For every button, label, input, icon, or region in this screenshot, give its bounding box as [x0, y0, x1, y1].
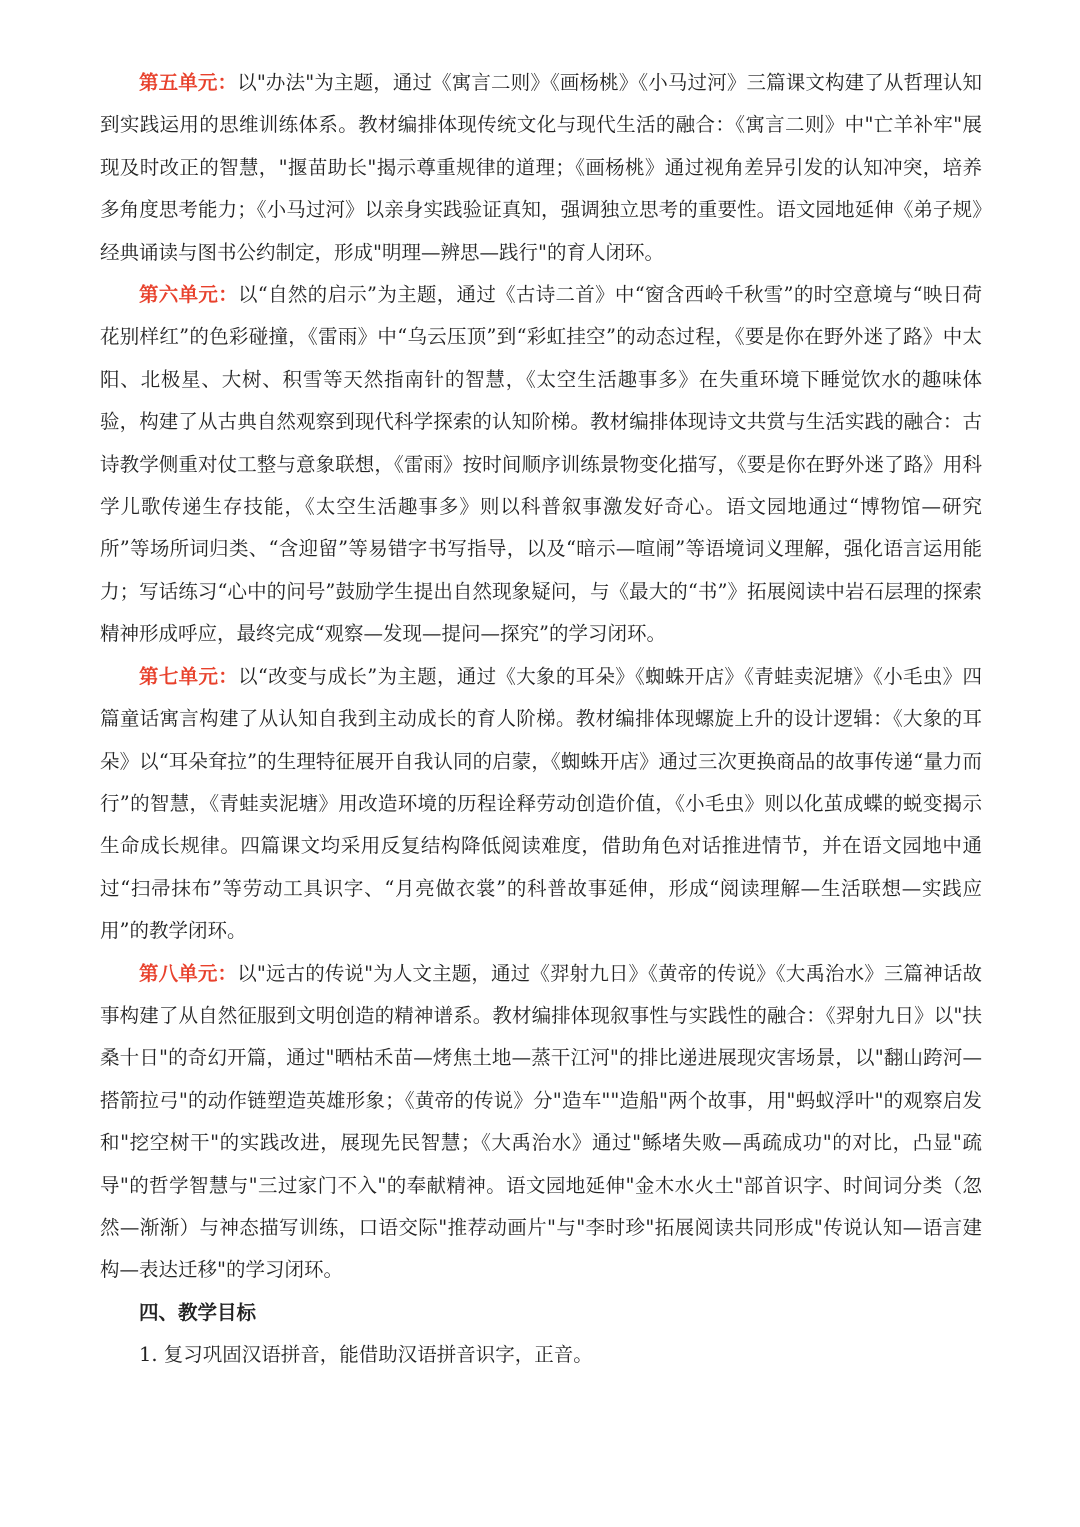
unit-7-text: 以“改变与成长”为主题，通过《大象的耳朵》《蜘蛛开店》《青蛙卖泥塘》《小毛虫》四篇童话寓言构建了从认知自我到主动成长的育人阶梯。教材编排体现螺旋上升的设计逻辑：《大象的耳朵》以“耳朵耷拉”的生理特征展开自我认同的启蒙，《蜘蛛开店》通过三次更换商品的故事传递“量力而行”的智慧，《青蛙卖泥塘》用改造环境的历程诠释劳动创造价值，《小毛虫》则以化茧成蝶的蜕变揭示生命成长规律。四篇课文均采用反复结构降低阅读难度，借助角色对话推进情节，并在语文园地中通过“扫帚抹布”等劳动工具识字、“月亮做衣裳”的科普故事延伸，形成“阅读理解—生活联想—实践应用”的教学闭环。: [100, 664, 982, 943]
unit-5-text: 以"办法"为主题，通过《寓言二则》《画杨桃》《小马过河》三篇课文构建了从哲理认知到实践运用的思维训练体系。教材编排体现传统文化与现代生活的融合：《寓言二则》中"亡羊补牢"展现及时改正的智慧，"揠苗助长"揭示尊重规律的道理；《画杨桃》通过视角差异引发的认知冲突，培养多角度思考能力；《小马过河》以亲身实践验证真知，强调独立思考的重要性。语文园地延伸《弟子规》经典诵读与图书公约制定，形成"明理—辨思—践行"的育人闭环。: [100, 71, 982, 264]
unit-5-paragraph: [100, 62, 982, 274]
section-heading-teaching-goals: 四、教学目标: [139, 1300, 257, 1324]
unit-8-paragraph: [100, 953, 982, 1292]
unit-5-label: 第五单元：: [139, 71, 238, 94]
unit-7-label: 第七单元：: [139, 664, 239, 688]
unit-6-label: 第六单元：: [139, 283, 238, 307]
unit-7-paragraph: [100, 656, 982, 953]
objective-item: 1. 复习巩固汉语拼音，能借助汉语拼音识字，正音。: [139, 1343, 593, 1367]
unit-6-paragraph: [100, 274, 982, 656]
document-page: [100, 62, 982, 1377]
unit-6-text: 以“自然的启示”为主题，通过《古诗二首》中“窗含西岭千秋雪”的时空意境与“映日荷花别样红”的色彩碰撞，《雷雨》中“乌云压顶”到“彩虹挂空”的动态过程，《要是你在野外迷了路》中太阳、北极星、大树、积雪等天然指南针的智慧，《太空生活趣事多》在失重环境下睡觉饮水的趣味体验，构建了从古典自然观察到现代科学探索的认知阶梯。教材编排体现诗文共赏与生活实践的融合：古诗教学侧重对仗工整与意象联想，《雷雨》按时间顺序训练景物变化描写，《要是你在野外迷了路》用科学儿歌传递生存技能，《太空生活趣事多》则以科普叙事激发好奇心。语文园地通过“博物馆—研究所”等场所词归类、“含迎留”等易错字书写指导，以及“暗示—喧闹”等语境词义理解，强化语言运用能力；写话练习“心中的问号”鼓励学生提出自然现象疑问，与《最大的“书”》拓展阅读中岩石层理的探索精神形成呼应，最终完成“观察—发现—提问—探究”的学习闭环。: [100, 283, 982, 646]
unit-8-text: 以"远古的传说"为人文主题，通过《羿射九日》《黄帝的传说》《大禹治水》三篇神话故事构建了从自然征服到文明创造的精神谱系。教材编排体现叙事性与实践性的融合：《羿射九日》以"扶桑十日"的奇幻开篇，通过"晒枯禾苗—烤焦土地—蒸干江河"的排比递进展现灾害场景，以"翻山跨河—搭箭拉弓"的动作链塑造英雄形象；《黄帝的传说》分"造车""造船"两个故事，用"蚂蚁浮叶"的观察启发和"挖空树干"的实践改进，展现先民智慧；《大禹治水》通过"鲧堵失败—禹疏成功"的对比，凸显"疏导"的哲学智慧与"三过家门不入"的奉献精神。语文园地延伸"金木水火土"部首识字、时间词分类（忽然—渐渐）与神态描写训练，口语交际"推荐动画片"与"李时珍"拓展阅读共同形成"传说认知—语言建构—表达迁移"的学习闭环。: [100, 961, 982, 1282]
unit-8-label: 第八单元：: [139, 961, 238, 985]
